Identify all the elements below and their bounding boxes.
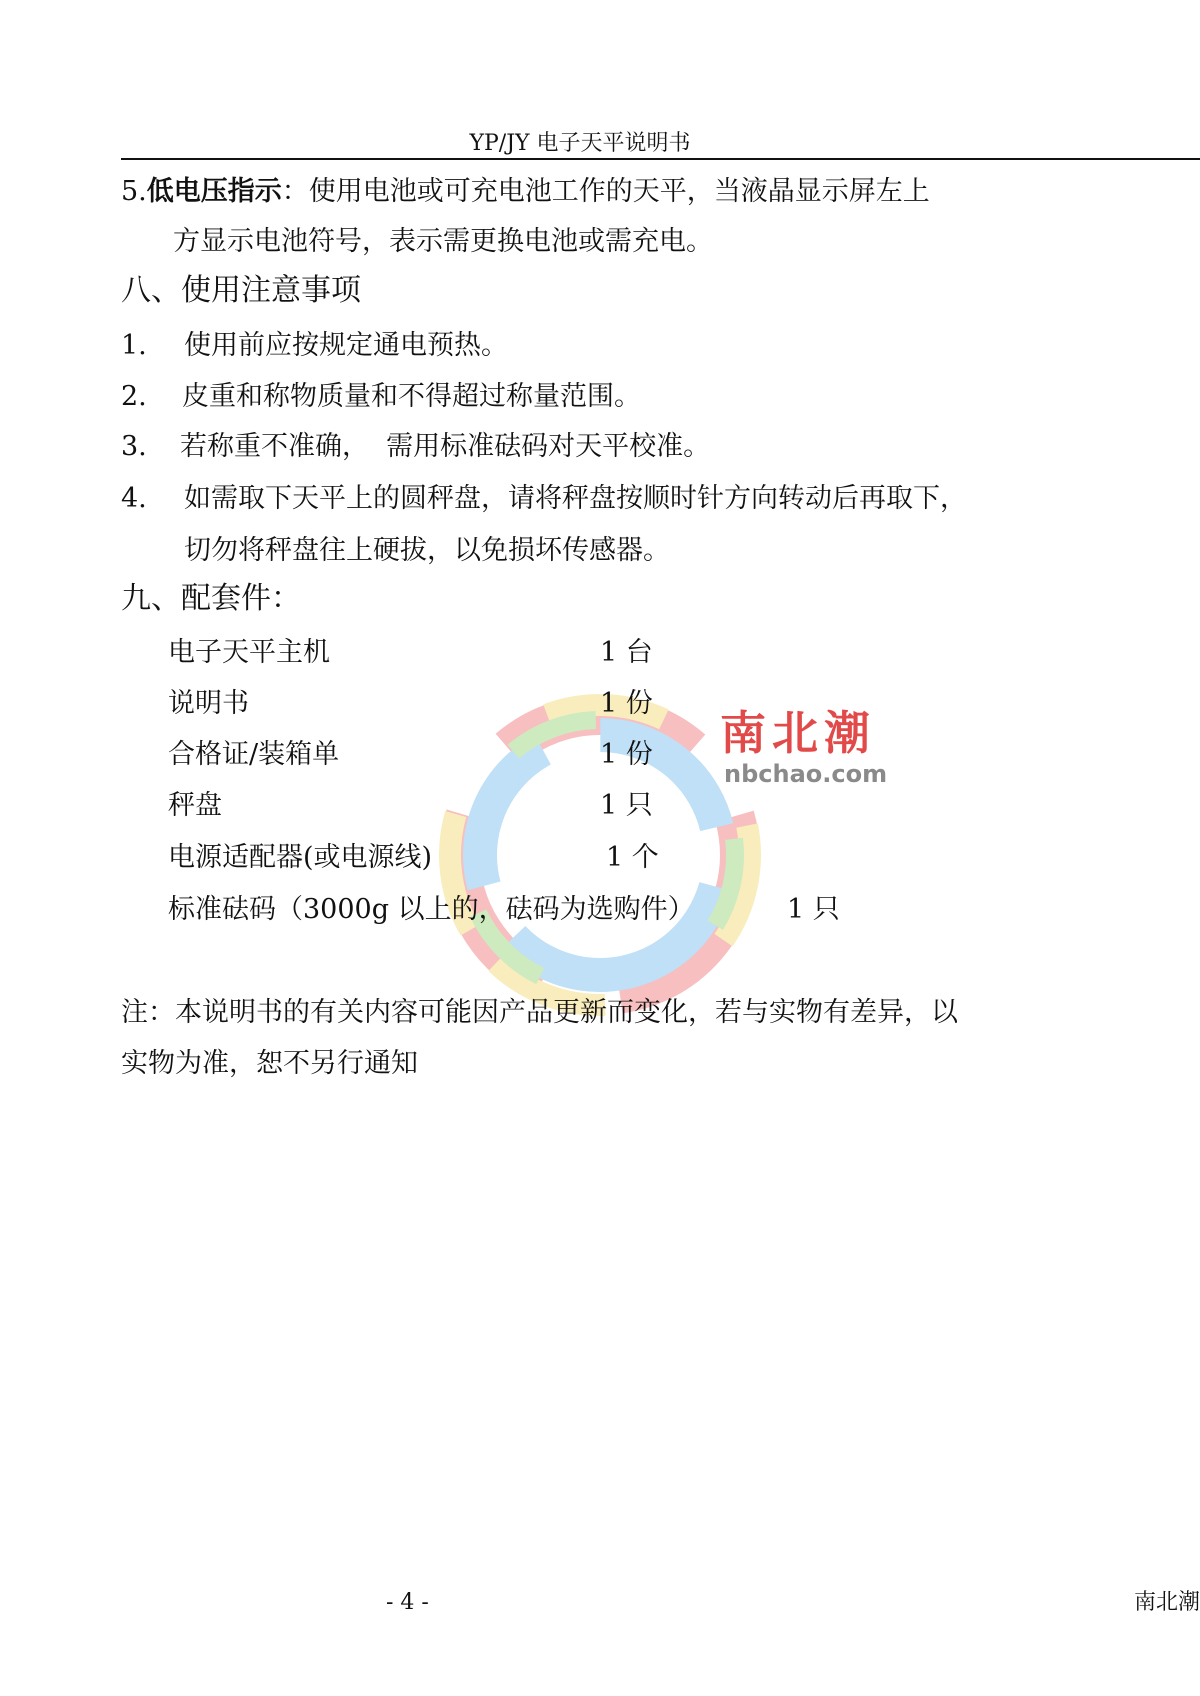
- section5-line1: [121, 177, 930, 207]
- accessory-name: 电子天平主机: [168, 637, 330, 668]
- accessory-name: 秤盘: [168, 790, 222, 821]
- list-item-continued: 切勿将秤盘往上硬拔，以免损坏传感器。: [184, 535, 670, 566]
- section5-text: ：使用电池或可充电池工作的天平，当液晶显示屏左上: [281, 176, 930, 207]
- page-header: YP/JY 电子天平说明书: [469, 131, 691, 156]
- list-number: 1.: [121, 330, 147, 361]
- section9-heading: 九、配套件：: [121, 581, 301, 616]
- accessory-qty: 1 只: [600, 790, 653, 821]
- note-line2: 实物为准，恕不另行通知: [121, 1048, 418, 1079]
- list-item: 如需取下天平上的圆秤盘，请将秤盘按顺时针方向转动后再取下，: [184, 483, 967, 514]
- section5-line2: 方显示电池符号，表示需更换电池或需充电。: [173, 226, 713, 257]
- list-item: 若称重不准确， 需用标准砝码对天平校准。: [180, 431, 711, 462]
- section5-number: 5.: [121, 176, 147, 207]
- accessory-qty: 1 份: [600, 688, 653, 719]
- section5-title: 低电压指示: [146, 176, 282, 207]
- list-item: 使用前应按规定通电预热。: [184, 330, 508, 361]
- footer-brand: 南北潮: [1134, 1590, 1200, 1615]
- accessory-qty: 1 只: [787, 894, 840, 925]
- list-number: 4.: [121, 483, 147, 514]
- accessory-name: 合格证/装箱单: [168, 739, 340, 770]
- accessory-qty: 1 台: [600, 637, 653, 668]
- list-number: 2.: [121, 381, 147, 412]
- accessory-name: 说明书: [168, 688, 249, 719]
- watermark-url: nbchao.com: [724, 760, 888, 788]
- watermark-text: 南北潮: [720, 706, 876, 760]
- header-rule: [121, 158, 1200, 160]
- note-line1: 注：本说明书的有关内容可能因产品更新而变化，若与实物有差异，以: [121, 997, 958, 1028]
- accessory-name: 电源适配器(或电源线): [168, 842, 433, 873]
- list-item: 皮重和称物质量和不得超过称量范围。: [182, 381, 641, 412]
- page-number: - 4 -: [386, 1590, 429, 1615]
- list-number: 3.: [121, 431, 147, 462]
- accessory-qty: 1 个: [606, 842, 659, 873]
- accessory-name: 标准砝码（3000g 以上的，砝码为选购件）: [168, 894, 695, 925]
- section8-heading: 八、使用注意事项: [121, 273, 361, 308]
- accessory-qty: 1 份: [600, 739, 653, 770]
